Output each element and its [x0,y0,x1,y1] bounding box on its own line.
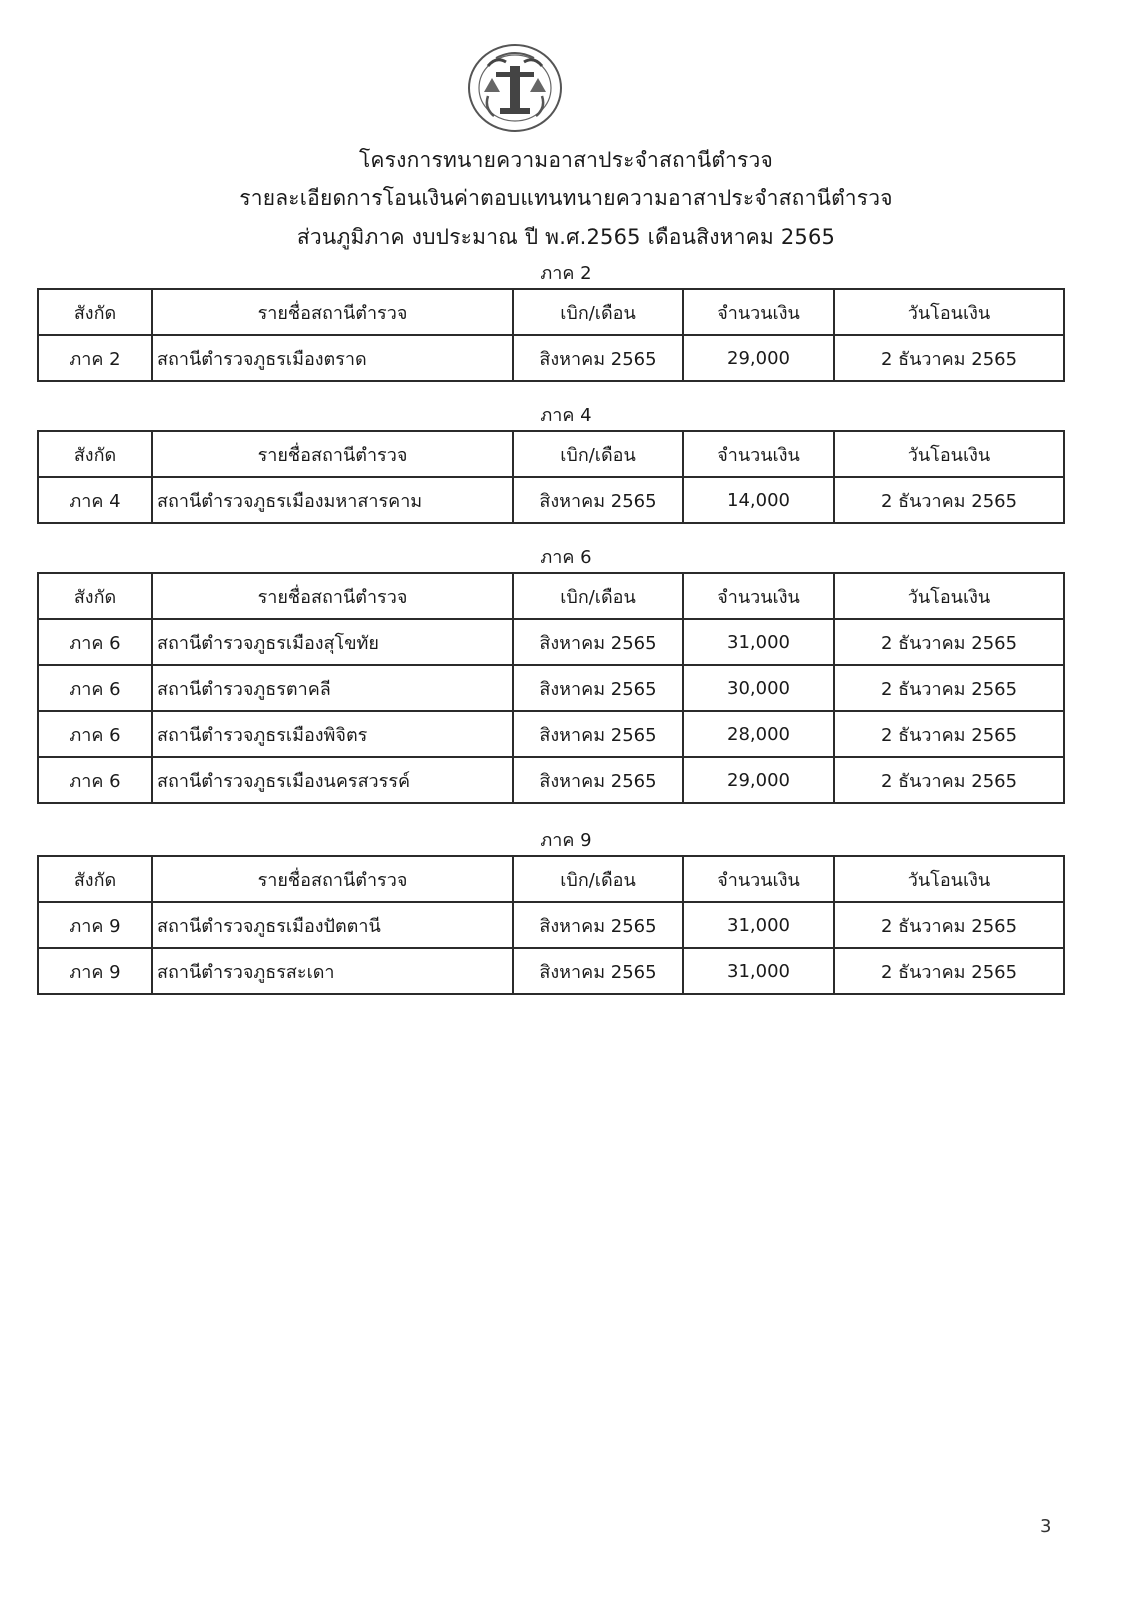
cell-month: สิงหาคม 2565 [513,665,683,711]
cell-date: 2 ธันวาคม 2565 [834,757,1064,803]
council-seal-icon [466,42,564,134]
cell-unit: ภาค 2 [38,335,152,381]
cell-month: สิงหาคม 2565 [513,948,683,994]
col-month-header: เบิก/เดือน [513,856,683,902]
cell-month: สิงหาคม 2565 [513,335,683,381]
cell-month: สิงหาคม 2565 [513,711,683,757]
col-date-header: วันโอนเงิน [834,289,1064,335]
cell-date: 2 ธันวาคม 2565 [834,477,1064,523]
cell-station: สถานีตำรวจภูธรเมืองตราด [152,335,513,381]
col-unit-header: สังกัด [38,573,152,619]
cell-amount: 14,000 [683,477,834,523]
table-row [38,757,1064,803]
col-station-header: รายชื่อสถานีตำรวจ [152,431,513,477]
col-month-header: เบิก/เดือน [513,573,683,619]
col-station-header: รายชื่อสถานีตำรวจ [152,856,513,902]
col-date-header: วันโอนเงิน [834,856,1064,902]
cell-month: สิงหาคม 2565 [513,757,683,803]
col-date-header: วันโอนเงิน [834,573,1064,619]
cell-month: สิงหาคม 2565 [513,902,683,948]
cell-date: 2 ธันวาคม 2565 [834,902,1064,948]
cell-date: 2 ธันวาคม 2565 [834,711,1064,757]
table-header-row [38,573,1064,619]
cell-date: 2 ธันวาคม 2565 [834,665,1064,711]
transfer-table [37,855,1065,995]
col-unit-header: สังกัด [38,431,152,477]
cell-date: 2 ธันวาคม 2565 [834,619,1064,665]
table-header-row [38,289,1064,335]
cell-month: สิงหาคม 2565 [513,619,683,665]
col-month-header: เบิก/เดือน [513,289,683,335]
cell-amount: 28,000 [683,711,834,757]
cell-station: สถานีตำรวจภูธรเมืองมหาสารคาม [152,477,513,523]
cell-unit: ภาค 6 [38,619,152,665]
col-date-header: วันโอนเงิน [834,431,1064,477]
cell-month: สิงหาคม 2565 [513,477,683,523]
col-amount-header: จำนวนเงิน [683,431,834,477]
cell-amount: 29,000 [683,757,834,803]
region-heading: ภาค 2 [540,263,592,284]
col-amount-header: จำนวนเงิน [683,856,834,902]
cell-amount: 31,000 [683,902,834,948]
table-header-row [38,856,1064,902]
col-month-header: เบิก/เดือน [513,431,683,477]
table-row [38,948,1064,994]
table-row [38,477,1064,523]
cell-station: สถานีตำรวจภูธรสะเดา [152,948,513,994]
cell-amount: 29,000 [683,335,834,381]
cell-amount: 31,000 [683,619,834,665]
table-row [38,619,1064,665]
col-unit-header: สังกัด [38,856,152,902]
col-amount-header: จำนวนเงิน [683,289,834,335]
cell-date: 2 ธันวาคม 2565 [834,948,1064,994]
transfer-table [37,572,1065,804]
region-heading: ภาค 9 [540,830,592,851]
table-row [38,711,1064,757]
cell-unit: ภาค 6 [38,757,152,803]
page-number: 3 [1040,1516,1052,1537]
cell-unit: ภาค 6 [38,711,152,757]
cell-unit: ภาค 9 [38,902,152,948]
region-heading: ภาค 4 [540,405,592,426]
cell-station: สถานีตำรวจภูธรเมืองสุโขทัย [152,619,513,665]
col-unit-header: สังกัด [38,289,152,335]
col-amount-header: จำนวนเงิน [683,573,834,619]
table-row [38,902,1064,948]
table-row [38,665,1064,711]
cell-amount: 30,000 [683,665,834,711]
cell-station: สถานีตำรวจภูธรเมืองนครสวรรค์ [152,757,513,803]
region-heading: ภาค 6 [540,547,592,568]
cell-amount: 31,000 [683,948,834,994]
cell-unit: ภาค 4 [38,477,152,523]
transfer-table [37,288,1065,382]
cell-station: สถานีตำรวจภูธรเมืองปัตตานี [152,902,513,948]
title-line-3: ส่วนภูมิภาค งบประมาณ ปี พ.ศ.2565 เดือนสิงหาคม 2565 [296,225,836,249]
col-station-header: รายชื่อสถานีตำรวจ [152,289,513,335]
col-station-header: รายชื่อสถานีตำรวจ [152,573,513,619]
cell-unit: ภาค 6 [38,665,152,711]
cell-station: สถานีตำรวจภูธรตาคลี [152,665,513,711]
cell-date: 2 ธันวาคม 2565 [834,335,1064,381]
title-line-2: รายละเอียดการโอนเงินค่าตอบแทนทนายความอาสาประจำสถานีตำรวจ [239,186,893,210]
title-line-1: โครงการทนายความอาสาประจำสถานีตำรวจ [358,148,774,172]
transfer-table [37,430,1065,524]
cell-unit: ภาค 9 [38,948,152,994]
cell-station: สถานีตำรวจภูธรเมืองพิจิตร [152,711,513,757]
table-header-row [38,431,1064,477]
table-row [38,335,1064,381]
